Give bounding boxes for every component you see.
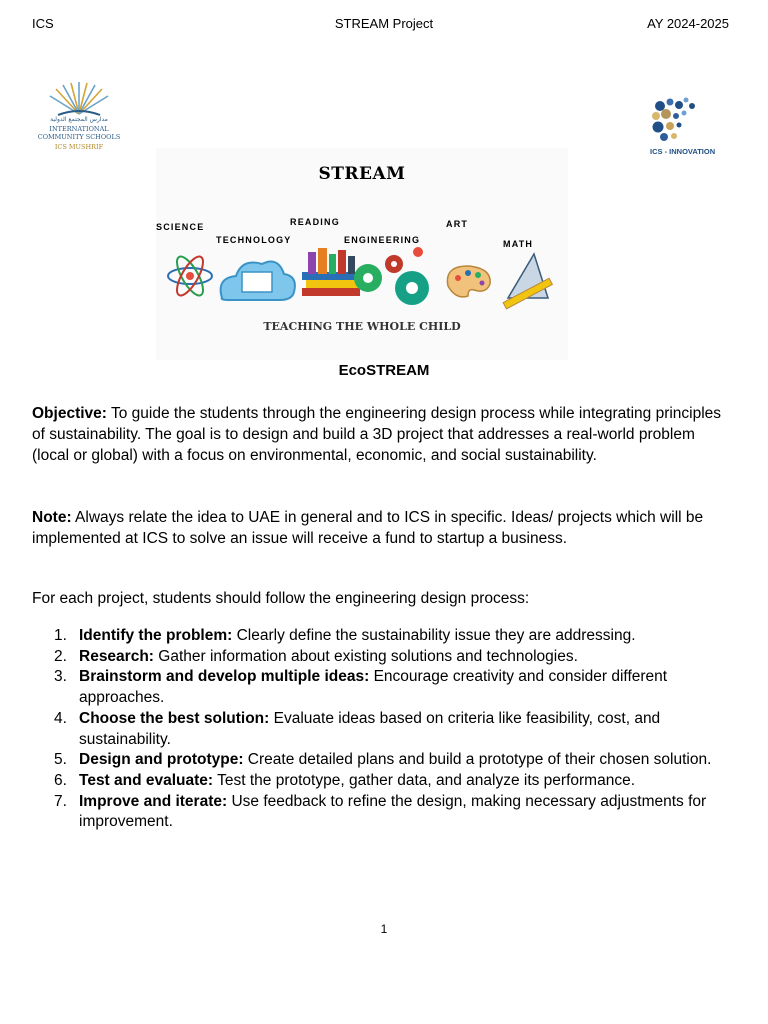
banner-word-engineering: ENGINEERING bbox=[344, 235, 421, 245]
list-item bbox=[32, 750, 732, 771]
page-number: 1 bbox=[380, 922, 388, 936]
step-number: 3. bbox=[54, 668, 67, 686]
objective-paragraph bbox=[32, 403, 732, 466]
innovation-label: ICS - INNOVATION bbox=[650, 147, 716, 156]
dots-icon bbox=[646, 96, 730, 146]
process-intro: For each project, students should follow the engineering design process: bbox=[32, 590, 530, 607]
objective-text: To guide the students through the engineering design process while integrating principles of sustainability. The goal is to design and build a 3D project that addresses a real-world problem (local or global) with a focus on environmental, economic, and social sustainability. bbox=[32, 405, 722, 464]
step-text: Gather information about existing solutions and technologies. bbox=[153, 647, 578, 665]
list-item bbox=[32, 667, 732, 708]
step-label: Design and prototype: bbox=[79, 751, 244, 769]
step-text: Encourage creativity and consider different approaches. bbox=[79, 668, 668, 707]
step-label: Research: bbox=[79, 647, 154, 665]
logo-line2: COMMUNITY SCHOOLS bbox=[37, 133, 121, 141]
step-number: 5. bbox=[54, 751, 67, 769]
logo-arabic: مدارس المجتمع الدولية bbox=[50, 116, 108, 123]
list-item bbox=[32, 647, 732, 668]
banner-word-math: MATH bbox=[503, 239, 534, 249]
gears-icon bbox=[354, 247, 429, 305]
note-label: Note: bbox=[32, 509, 72, 526]
step-label: Test and evaluate: bbox=[79, 771, 214, 789]
ics-mushrif-logo bbox=[36, 80, 122, 160]
step-label: Identify the problem: bbox=[79, 627, 233, 644]
note-paragraph bbox=[32, 507, 732, 549]
stream-banner bbox=[156, 148, 568, 360]
atom-icon bbox=[168, 253, 212, 299]
list-item bbox=[32, 709, 732, 750]
list-item bbox=[32, 771, 732, 792]
step-text: Use feedback to refine the design, making necessary adjustments for improvement. bbox=[79, 792, 707, 831]
banner-title: STREAM bbox=[318, 164, 406, 184]
step-text: Test the prototype, gather data, and analyze its performance. bbox=[213, 771, 636, 789]
palette-icon bbox=[447, 266, 490, 297]
cloud-icon bbox=[221, 262, 295, 300]
banner-motto: TEACHING THE WHOLE CHILD bbox=[263, 320, 461, 333]
step-text: Clearly define the sustainability issue they are addressing. bbox=[232, 627, 636, 644]
banner-word-science: SCIENCE bbox=[156, 222, 205, 232]
books-icon bbox=[302, 248, 360, 296]
note-text: Always relate the idea to UAE in general and to ICS in specific. Ideas/ projects which will be implemented at ICS to solve an issue will receive a fund to startup a business. bbox=[32, 509, 704, 547]
step-number: 4. bbox=[54, 709, 67, 727]
step-label: Brainstorm and develop multiple ideas: bbox=[79, 668, 370, 686]
ruler-icon bbox=[503, 254, 552, 309]
header-right: AY 2024-2025 bbox=[647, 16, 729, 31]
step-number: 7. bbox=[54, 792, 67, 810]
banner-word-reading: READING bbox=[290, 217, 340, 227]
step-label: Choose the best solution: bbox=[79, 709, 270, 727]
step-label: Improve and iterate: bbox=[79, 792, 228, 810]
banner-word-art: ART bbox=[446, 219, 469, 229]
step-number: 2. bbox=[54, 647, 67, 665]
logo-line3: ICS MUSHRIF bbox=[54, 143, 104, 151]
design-process-steps bbox=[32, 626, 732, 833]
document-title: EcoSTREAM bbox=[338, 362, 430, 379]
ics-innovation-logo bbox=[646, 96, 730, 158]
logo-line1: INTERNATIONAL bbox=[49, 125, 109, 133]
list-item bbox=[32, 792, 732, 833]
banner-word-technology: TECHNOLOGY bbox=[216, 235, 292, 245]
list-item bbox=[32, 626, 732, 647]
step-text: Create detailed plans and build a prototype of their chosen solution. bbox=[243, 751, 712, 769]
header-left: ICS bbox=[32, 16, 54, 31]
header-center: STREAM Project bbox=[334, 16, 434, 31]
step-number: 6. bbox=[54, 771, 67, 789]
step-number: 1. bbox=[54, 627, 67, 644]
objective-label: Objective: bbox=[32, 405, 107, 422]
step-text: Evaluate ideas based on criteria like feasibility, cost, and sustainability. bbox=[79, 709, 661, 748]
